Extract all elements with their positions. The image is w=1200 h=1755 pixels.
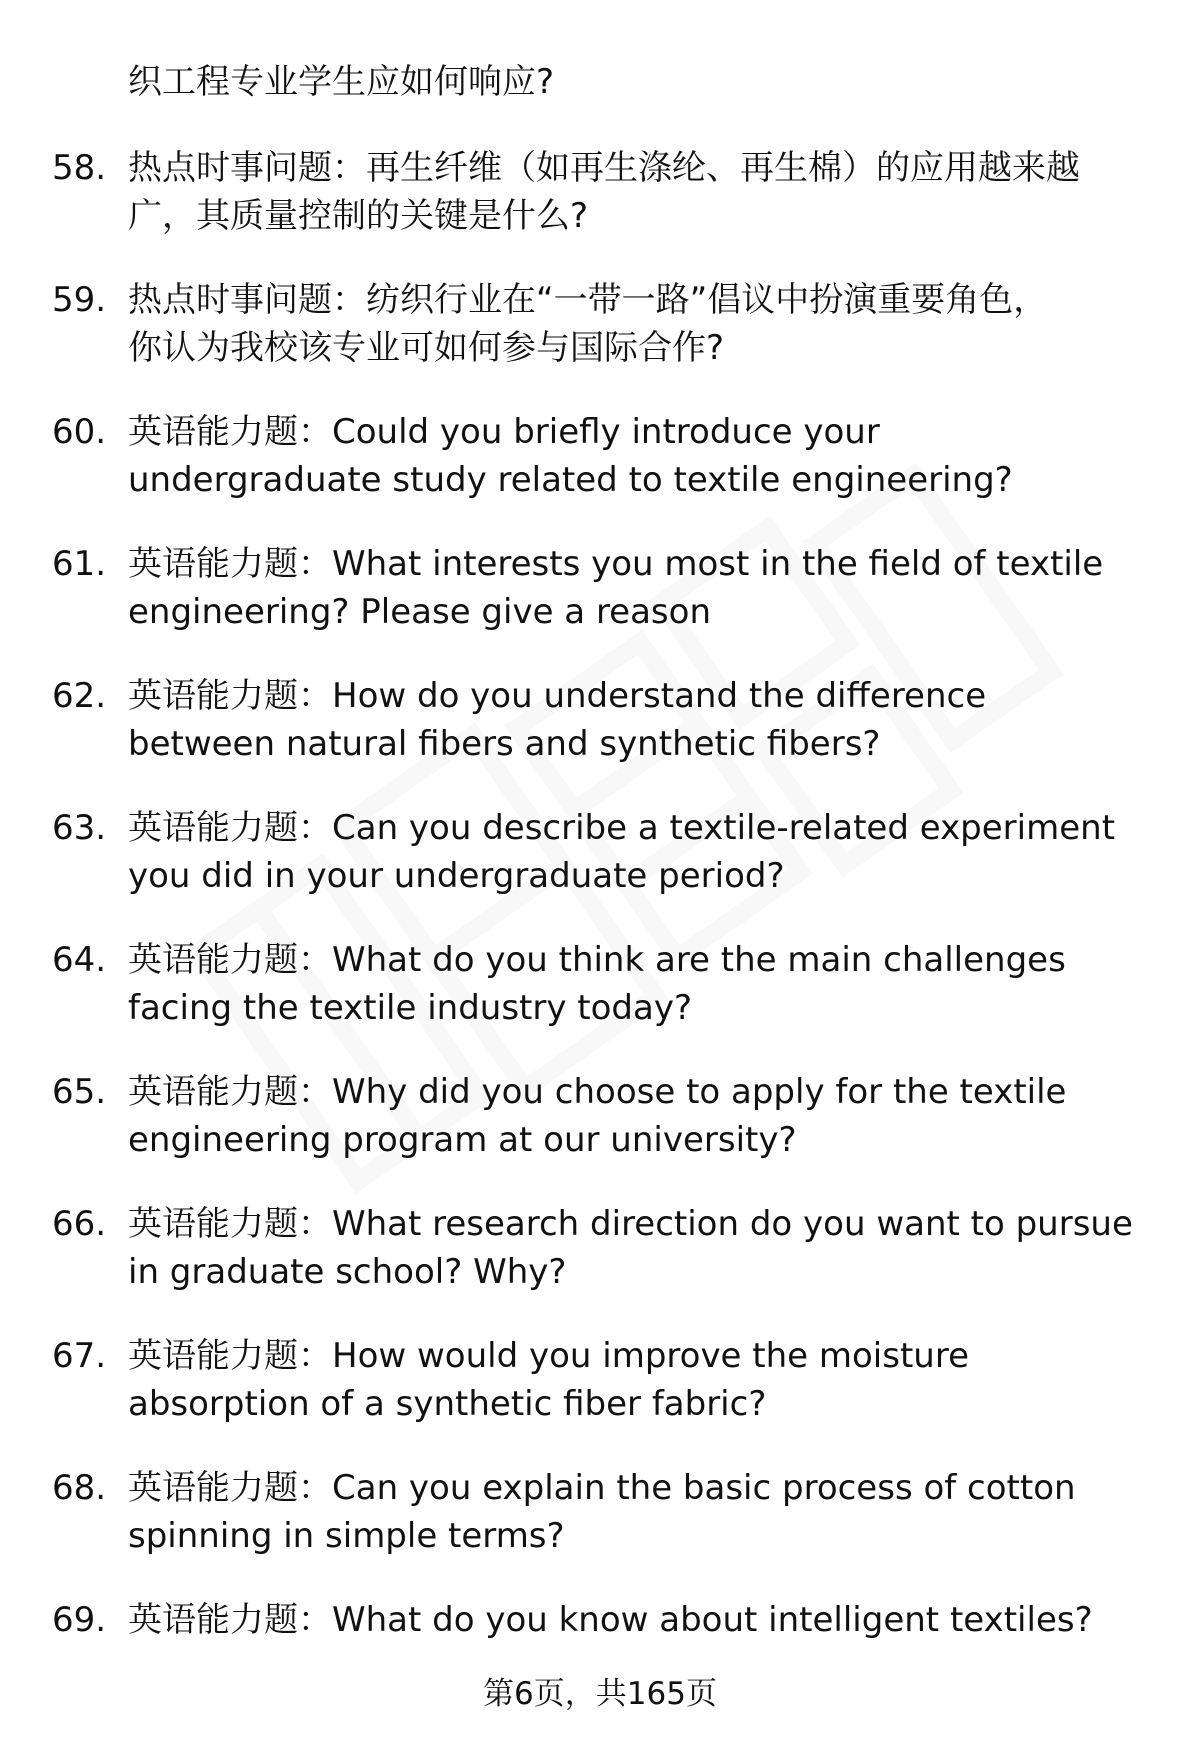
question-number: 64. [52, 940, 107, 980]
question-number: 59. [52, 280, 107, 320]
question-line: 英语能力题：Can you explain the basic process of cotton [128, 1468, 1076, 1508]
question-item [52, 672, 1172, 804]
question-line: engineering? Please give a reason [128, 592, 711, 632]
question-list [52, 144, 1172, 1728]
question-line: 英语能力题：Why did you choose to apply for the textile [128, 1072, 1067, 1112]
question-item [52, 804, 1172, 936]
question-line: engineering program at our university? [128, 1120, 797, 1160]
question-line: 你认为我校该专业可如何参与国际合作? [128, 328, 725, 368]
question-line: 英语能力题：What interests you most in the field of textile [128, 544, 1104, 584]
question-line: 广，其质量控制的关键是什么? [128, 196, 589, 236]
question-text [128, 144, 1168, 240]
question-number: 66. [52, 1204, 107, 1244]
question-line: you did in your undergraduate period? [128, 856, 785, 896]
question-item [52, 1200, 1172, 1332]
question-text [128, 672, 1168, 768]
question-line: 英语能力题：What do you know about intelligent textiles? [128, 1600, 1093, 1640]
question-item [52, 1068, 1172, 1200]
question-line: 英语能力题：How would you improve the moisture [128, 1336, 970, 1376]
question-number: 61. [52, 544, 107, 584]
question-number: 58. [52, 148, 107, 188]
question-text [128, 1332, 1168, 1428]
question-text [128, 936, 1168, 1032]
page-number-footer: 第6页，共165页 [483, 1676, 717, 1712]
question-number: 69. [52, 1600, 107, 1640]
question-line: facing the textile industry today? [128, 988, 693, 1028]
question-line: in graduate school? Why? [128, 1252, 567, 1292]
question-number: 65. [52, 1072, 107, 1112]
question-item [52, 936, 1172, 1068]
question-number: 63. [52, 808, 107, 848]
question-number: 60. [52, 412, 107, 452]
question-text [128, 1200, 1168, 1296]
question-line: spinning in simple terms? [128, 1516, 565, 1556]
question-number: 68. [52, 1468, 107, 1508]
question-line: 热点时事问题：纺织行业在“一带一路”倡议中扮演重要角色， [128, 280, 1048, 320]
question-item [52, 408, 1172, 540]
question-continuation: 织工程专业学生应如何响应? [128, 62, 555, 102]
question-line: 英语能力题：How do you understand the difference [128, 676, 987, 716]
question-line: 英语能力题：Can you describe a textile-related experiment [128, 808, 1116, 848]
question-text [128, 1464, 1168, 1560]
question-line: 英语能力题：Could you briefly introduce your [128, 412, 880, 452]
question-item [52, 1464, 1172, 1596]
question-number: 62. [52, 676, 107, 716]
question-text [128, 804, 1168, 900]
question-line: 英语能力题：What research direction do you want to pursue [128, 1204, 1133, 1244]
question-text [128, 276, 1168, 372]
question-text [128, 1596, 1168, 1644]
question-number: 67. [52, 1336, 107, 1376]
question-text [128, 540, 1168, 636]
question-item [52, 276, 1172, 408]
question-line: absorption of a synthetic fiber fabric? [128, 1384, 767, 1424]
question-line: 热点时事问题：再生纤维（如再生涤纶、再生棉）的应用越来越 [128, 148, 1080, 188]
question-line: undergraduate study related to textile engineering? [128, 460, 1013, 500]
question-line: between natural fibers and synthetic fibers? [128, 724, 881, 764]
question-item [52, 1332, 1172, 1464]
question-text [128, 408, 1168, 504]
question-item [52, 144, 1172, 276]
question-item [52, 540, 1172, 672]
question-line: 英语能力题：What do you think are the main challenges [128, 940, 1066, 980]
question-text [128, 1068, 1168, 1164]
